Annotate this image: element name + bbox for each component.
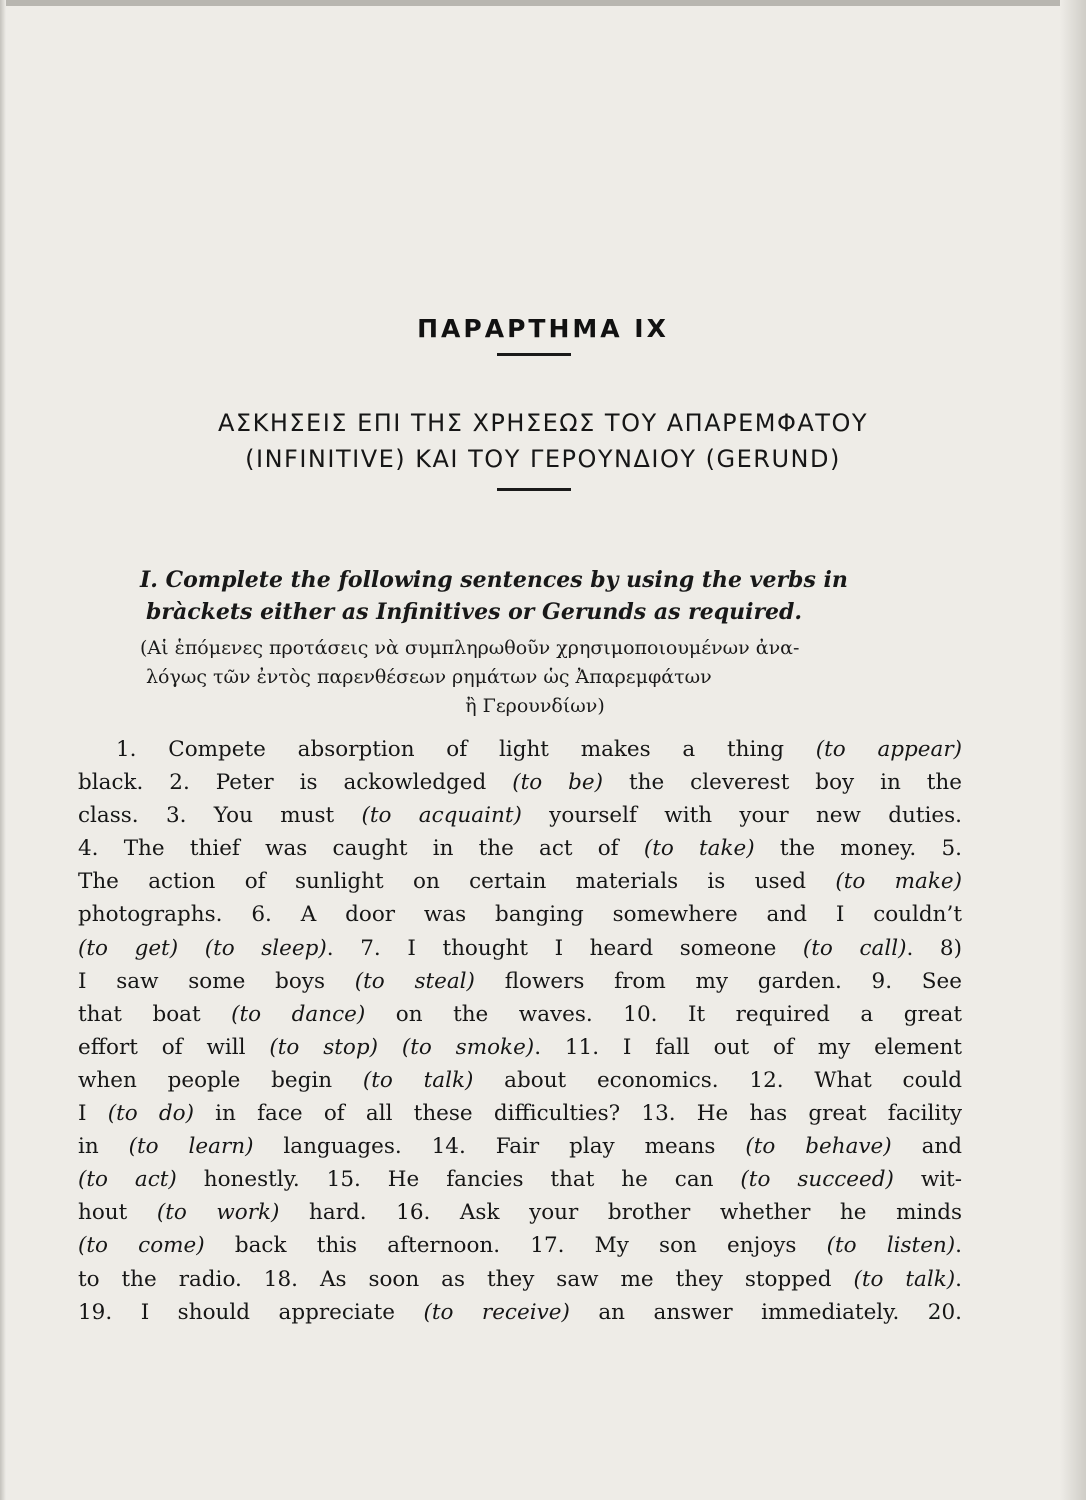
sentence-text: hout xyxy=(78,1200,157,1226)
text-line xyxy=(78,1296,962,1329)
bracketed-verb: (to do) xyxy=(107,1101,194,1127)
text-line xyxy=(78,1097,962,1130)
title-divider-bottom xyxy=(497,488,571,491)
sentence-text: I saw some boys xyxy=(78,968,355,994)
bracketed-verb: (to talk) xyxy=(853,1266,956,1292)
text-line xyxy=(78,932,962,965)
sentence-text: black. 2. Peter is ackowledged xyxy=(78,770,513,796)
text-line xyxy=(78,799,962,832)
sentence-text: languages. 14. Fair play means xyxy=(253,1134,746,1160)
appendix-subtitle-line-1: ΑΣΚΗΣΕΙΣ ΕΠΙ ΤΗΣ ΧΡΗΣΕΩΣ ΤΟΥ ΑΠΑΡΕΜΦΑΤΟΥ xyxy=(218,409,868,437)
sentence-text: . xyxy=(955,1266,962,1292)
text-line xyxy=(78,1064,962,1097)
sentence-text: in face of all these difficulties? 13. He has great facility xyxy=(193,1101,963,1127)
bracketed-verb: (to acquaint) xyxy=(361,803,522,829)
sentence-text: 1. Compete absorption of light makes a thing xyxy=(116,737,816,762)
text-line xyxy=(78,898,962,931)
bracketed-verb: (to steal) xyxy=(354,968,475,994)
bracketed-verb: (to appear) xyxy=(815,737,962,762)
text-line xyxy=(78,766,962,799)
text-line xyxy=(78,998,962,1031)
sentence-text: . 7. I thought I heard someone xyxy=(326,935,803,961)
sentence-text: flowers from my garden. 9. See xyxy=(474,968,962,994)
sentence-text: photographs. 6. A door was banging somewhere and I couldn’t xyxy=(78,902,962,928)
bracketed-verb: (to get) xyxy=(78,935,179,961)
sentence-text: that boat xyxy=(78,1001,232,1027)
bracketed-verb: (to smoke) xyxy=(401,1034,535,1060)
bracketed-verb: (to make) xyxy=(835,869,962,895)
sentence-text: honestly. 15. He fancies that he can xyxy=(176,1167,741,1193)
page-top-edge xyxy=(0,0,1086,6)
text-line xyxy=(78,1130,962,1163)
bracketed-verb: (to stop) xyxy=(269,1034,378,1060)
text-line xyxy=(78,1163,962,1196)
page-edge-shadow xyxy=(1060,0,1086,1500)
sentence-text: . 11. I fall out of my element xyxy=(534,1034,963,1060)
exercise-sentences xyxy=(78,733,962,1329)
text-line xyxy=(78,965,962,998)
sentence-text: wit- xyxy=(893,1167,962,1193)
bracketed-verb: (to call) xyxy=(802,935,907,961)
page-binding-shadow xyxy=(0,0,6,1500)
sentence-text: . xyxy=(955,1233,962,1259)
greek-translation-note xyxy=(140,634,970,721)
greek-note-line-2: λόγως τῶν ἐντὸς παρενθέσεων ρημάτων ὡς Ἀπαρεμφάτων xyxy=(146,666,712,688)
sentence-text: hard. 16. Ask your brother whether he minds xyxy=(279,1200,962,1226)
bracketed-verb: (to learn) xyxy=(128,1134,254,1160)
sentence-text: class. 3. You must xyxy=(78,803,362,829)
sentence-text: the cleverest boy in the xyxy=(603,770,962,796)
text-line xyxy=(78,832,962,865)
bracketed-verb: (to come) xyxy=(78,1233,205,1259)
bracketed-verb: (to dance) xyxy=(231,1001,366,1027)
sentence-text: on the waves. 10. It required a great xyxy=(365,1001,962,1027)
sentence-text: . 8) xyxy=(906,935,962,961)
text-line xyxy=(78,865,962,898)
text-line xyxy=(78,1229,962,1262)
instruction-line-2: bràckets either as Infinitives or Gerunds as required. xyxy=(146,599,803,625)
instruction-line-1: I. Complete the following sentences by using the verbs in xyxy=(140,567,848,593)
exercise-instructions xyxy=(140,564,970,628)
bracketed-verb: (to listen) xyxy=(826,1233,956,1259)
text-line xyxy=(78,1031,962,1064)
greek-note-line-3: ἢ Γερουνδίων) xyxy=(465,695,605,717)
bracketed-verb: (to succeed) xyxy=(740,1167,894,1193)
sentence-text: 19. I should appreciate xyxy=(78,1299,424,1325)
sentence-text: in xyxy=(78,1134,129,1160)
title-divider-top xyxy=(497,353,571,356)
sentence-text: I xyxy=(78,1101,108,1127)
sentence-text: and xyxy=(891,1134,963,1160)
sentence-text: an answer immediately. 20. xyxy=(569,1299,962,1325)
appendix-subtitle-line-2: (INFINITIVE) ΚΑΙ ΤΟΥ ΓΕΡΟΥΝΔΙΟΥ (GERUND) xyxy=(245,445,841,473)
bracketed-verb: (to behave) xyxy=(745,1134,892,1160)
sentence-text xyxy=(378,1035,402,1060)
text-line xyxy=(78,1196,962,1229)
greek-note-line-1: (Αἱ ἑπόμενες προτάσεις νὰ συμπληρωθοῦν χρησιμοποιουμένων ἀνα- xyxy=(140,637,800,659)
bracketed-verb: (to sleep) xyxy=(204,935,327,961)
bracketed-verb: (to work) xyxy=(156,1200,280,1226)
sentence-text: to the radio. 18. As soon as they saw me they stopped xyxy=(78,1266,854,1292)
bracketed-verb: (to take) xyxy=(643,836,755,862)
appendix-title: ΠΑΡΑΡΤΗΜΑ IX xyxy=(417,314,669,343)
sentence-text: yourself with your new duties. xyxy=(521,803,962,829)
bracketed-verb: (to talk) xyxy=(362,1067,474,1093)
sentence-text: 4. The thief was caught in the act of xyxy=(78,836,644,862)
bracketed-verb: (to be) xyxy=(512,770,604,796)
sentence-text: back this afternoon. 17. My son enjoys xyxy=(204,1233,827,1259)
sentence-text: when people begin xyxy=(78,1067,363,1093)
sentence-text: The action of sunlight on certain materials is used xyxy=(78,869,836,895)
sentence-text: the money. 5. xyxy=(754,836,962,862)
bracketed-verb: (to receive) xyxy=(423,1299,570,1325)
sentence-text: about economics. 12. What could xyxy=(473,1067,962,1093)
text-line xyxy=(78,1263,962,1296)
sentence-text xyxy=(178,936,205,961)
text-line xyxy=(78,733,962,766)
sentence-text: effort of will xyxy=(78,1034,270,1060)
bracketed-verb: (to act) xyxy=(78,1167,177,1193)
